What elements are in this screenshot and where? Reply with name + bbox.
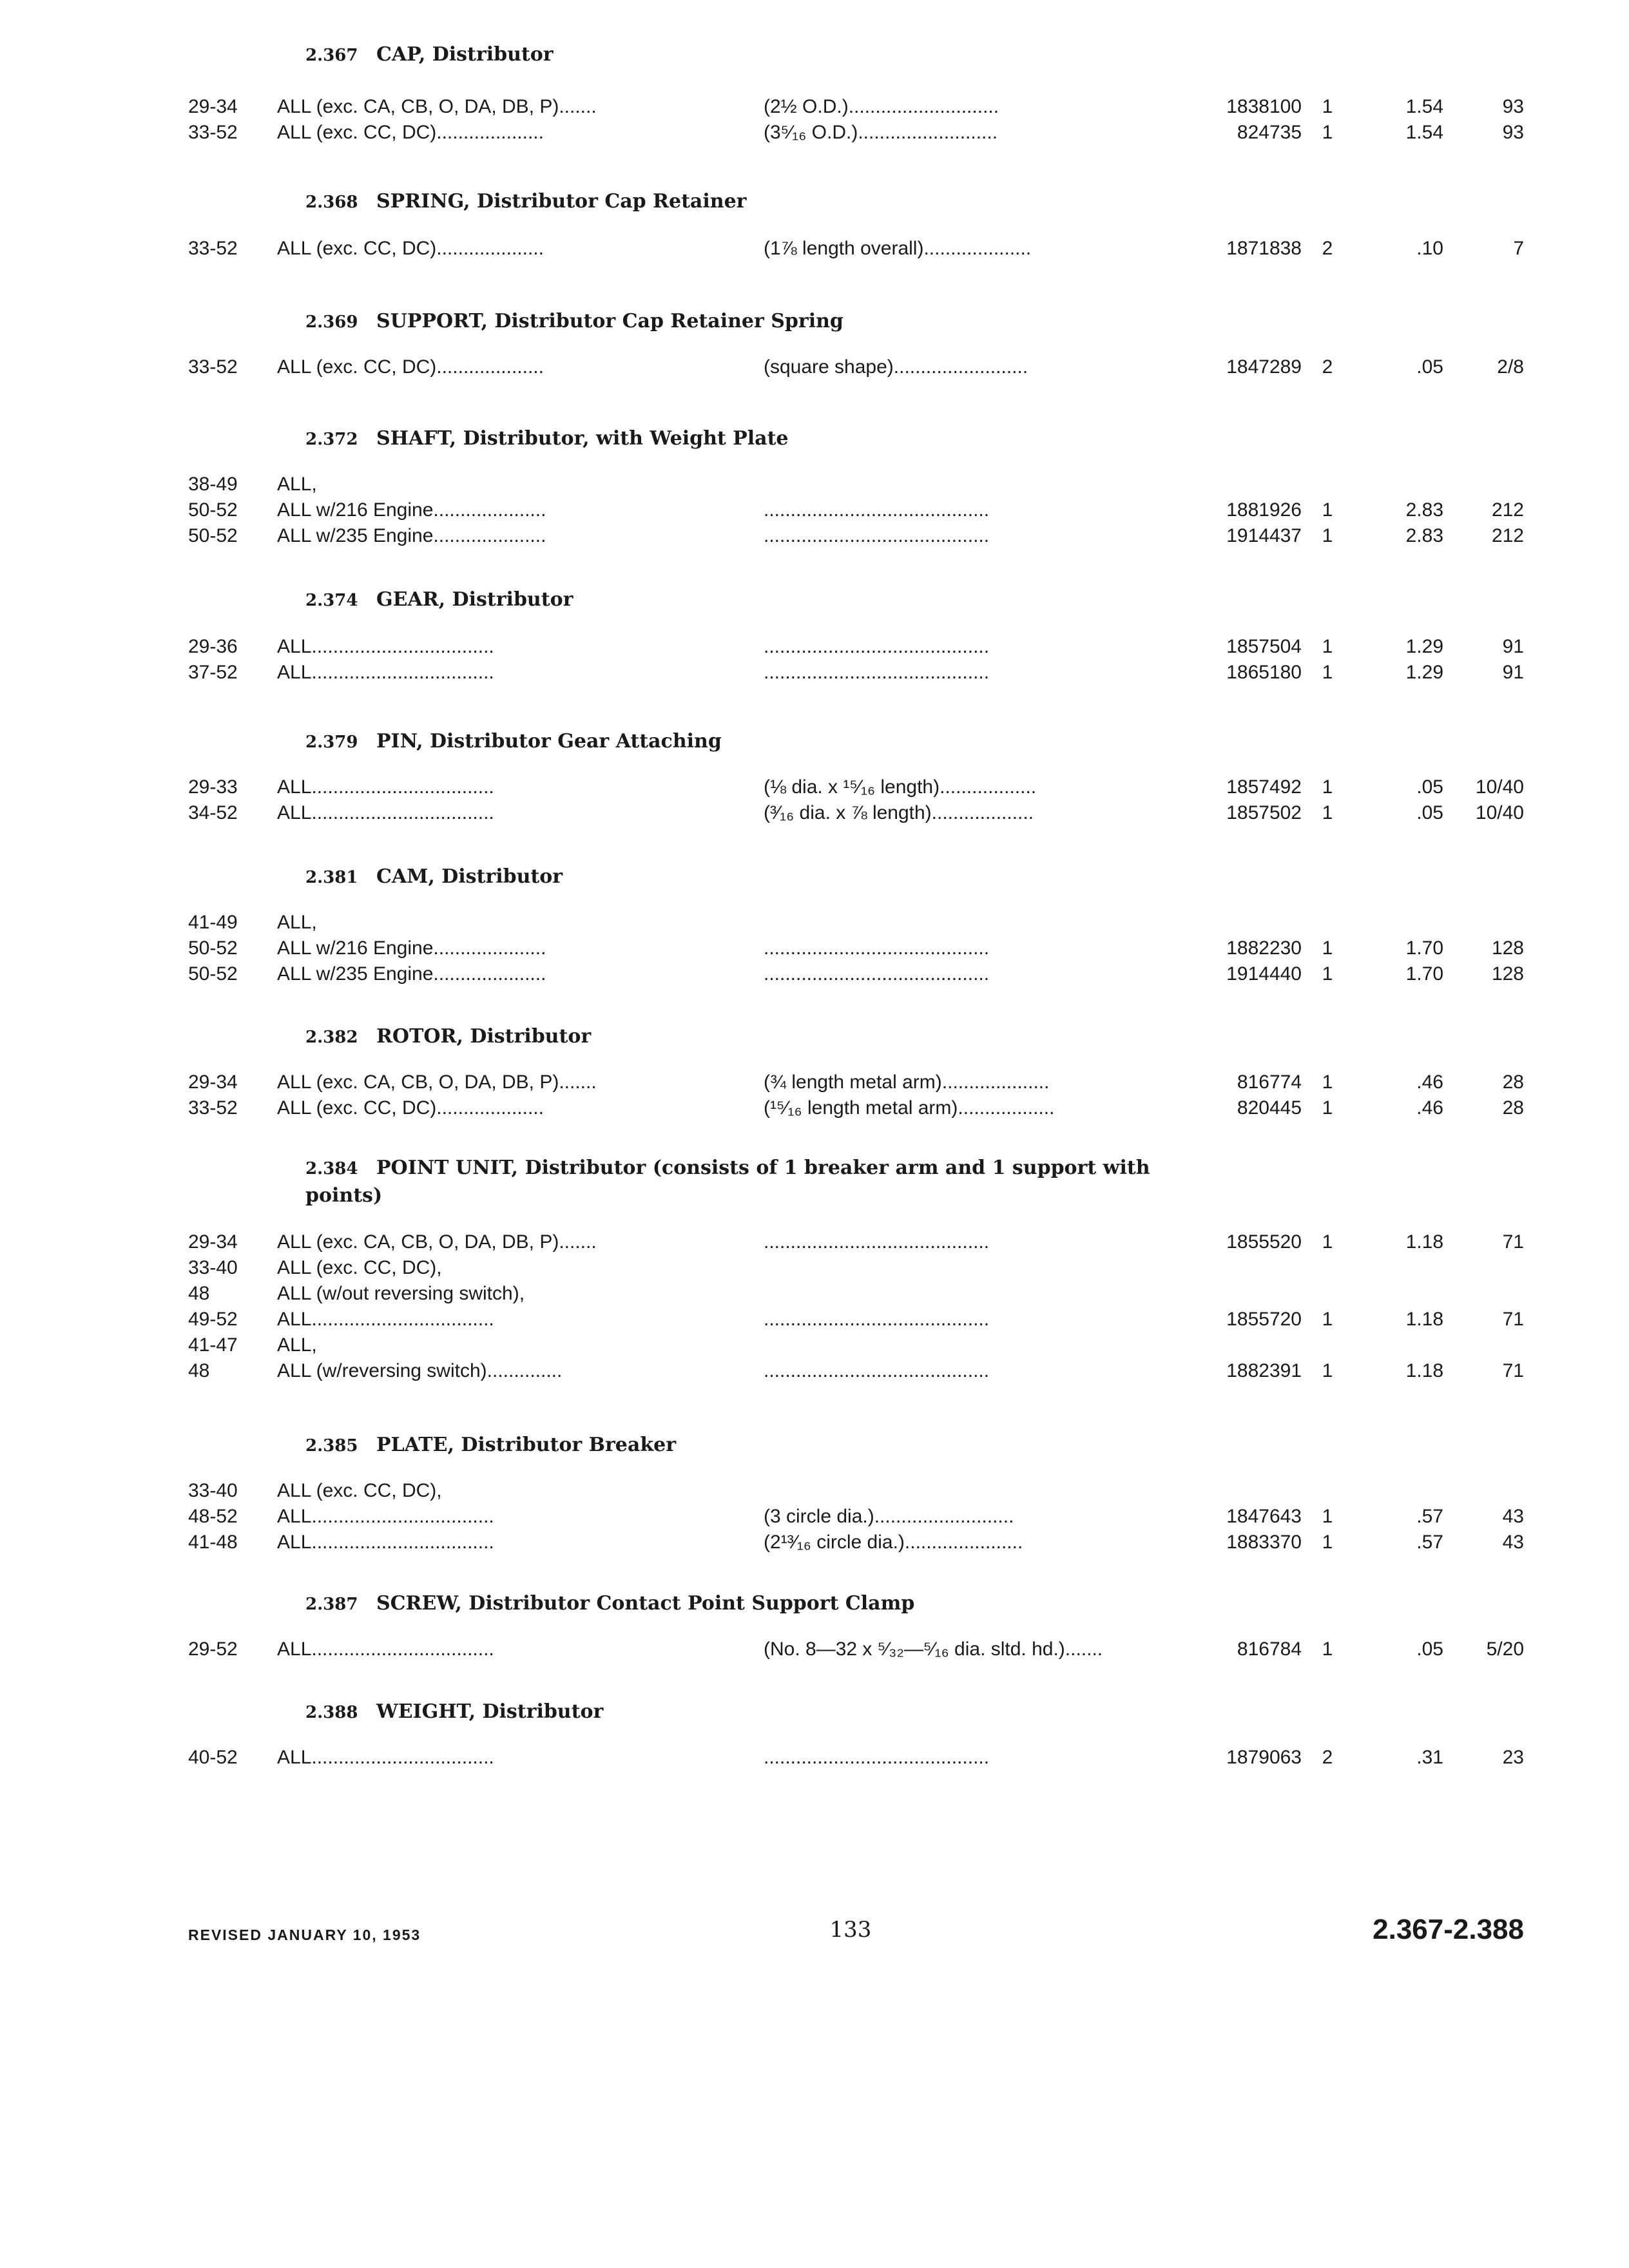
- quantity: 1: [1322, 499, 1333, 521]
- part-specification: ..........................................: [764, 1360, 990, 1381]
- part-specification: (⅛ dia. x ¹⁵⁄₁₆ length)..................: [764, 776, 1037, 798]
- quantity: 1: [1322, 963, 1333, 985]
- model-years: 37-52: [188, 662, 238, 683]
- applicable-models: ALL (exc. CC, DC)....................: [277, 122, 544, 143]
- catalog-group: 71: [1502, 1360, 1524, 1381]
- section-number: 2.374: [305, 591, 358, 610]
- part-specification: (1⅞ length overall)....................: [764, 238, 1032, 259]
- part-specification: (3⁵⁄₁₆ O.D.)..........................: [764, 122, 998, 143]
- list-price: 1.29: [1405, 636, 1443, 657]
- parts-row: [0, 497, 1629, 523]
- part-number: 1857492: [1226, 776, 1302, 798]
- quantity: 1: [1322, 937, 1333, 959]
- quantity: 1: [1322, 636, 1333, 657]
- part-number: 1882230: [1226, 937, 1302, 959]
- quantity: 1: [1322, 662, 1333, 683]
- part-specification: (3 circle dia.)..........................: [764, 1506, 1014, 1527]
- model-years: 29-34: [188, 1072, 238, 1093]
- applicable-models: ALL w/235 Engine.....................: [277, 525, 546, 546]
- parts-row: [0, 1332, 1629, 1358]
- part-number: 1879063: [1226, 1747, 1302, 1768]
- part-number: 1871838: [1226, 238, 1302, 259]
- quantity: 1: [1322, 1360, 1333, 1381]
- parts-row: [0, 936, 1629, 961]
- model-years: 33-52: [188, 122, 238, 143]
- model-years: 29-34: [188, 96, 238, 117]
- catalog-group: 212: [1491, 499, 1524, 521]
- model-years: 29-33: [188, 776, 238, 798]
- list-price: .10: [1416, 238, 1443, 259]
- section-heading: [305, 1023, 1220, 1051]
- section-number: 2.382: [305, 1028, 358, 1047]
- part-specification: (2½ O.D.)............................: [764, 96, 999, 117]
- parts-row: [0, 1281, 1629, 1307]
- section-heading: [305, 1590, 1220, 1618]
- applicable-models: ALL w/235 Engine.....................: [277, 963, 546, 985]
- quantity: 2: [1322, 1747, 1333, 1768]
- parts-row: [0, 472, 1629, 497]
- list-price: .57: [1416, 1506, 1443, 1527]
- catalog-group: 5/20: [1486, 1639, 1524, 1660]
- quantity: 2: [1322, 238, 1333, 259]
- catalog-group: 10/40: [1475, 802, 1524, 823]
- quantity: 1: [1322, 1309, 1333, 1330]
- part-specification: ..........................................: [764, 937, 990, 959]
- part-number: 1914440: [1226, 963, 1302, 985]
- applicable-models: ALL (exc. CC, DC),: [277, 1480, 442, 1501]
- parts-row: [0, 1358, 1629, 1384]
- parts-row: [0, 1229, 1629, 1255]
- parts-row: [0, 120, 1629, 146]
- parts-row: [0, 1745, 1629, 1771]
- part-number: 1857504: [1226, 636, 1302, 657]
- list-price: .57: [1416, 1532, 1443, 1553]
- section-number: 2.387: [305, 1595, 358, 1614]
- part-number: 816774: [1237, 1072, 1302, 1093]
- catalog-group: 91: [1502, 636, 1524, 657]
- quantity: 1: [1322, 1097, 1333, 1119]
- part-number: 1882391: [1226, 1360, 1302, 1381]
- section-number: 2.381: [305, 868, 358, 887]
- applicable-models: ALL,: [277, 1334, 317, 1356]
- parts-row: [0, 1504, 1629, 1530]
- parts-row: [0, 660, 1629, 686]
- catalog-group: 91: [1502, 662, 1524, 683]
- applicable-models: ALL (exc. CC, DC),: [277, 1257, 442, 1278]
- list-price: .05: [1416, 802, 1443, 823]
- list-price: 1.70: [1405, 963, 1443, 985]
- section-title: CAM, Distributor: [376, 865, 563, 888]
- catalog-group: 43: [1502, 1506, 1524, 1527]
- applicable-models: ALL..................................: [277, 662, 494, 683]
- model-years: 50-52: [188, 937, 238, 959]
- applicable-models: ALL..................................: [277, 1639, 494, 1660]
- section-title: GEAR, Distributor: [376, 588, 574, 611]
- applicable-models: ALL (w/out reversing switch),: [277, 1283, 525, 1304]
- section-number: 2.379: [305, 733, 358, 752]
- section-title: SHAFT, Distributor, with Weight Plate: [376, 427, 789, 450]
- quantity: 1: [1322, 1506, 1333, 1527]
- model-years: 41-49: [188, 912, 238, 933]
- model-years: 38-49: [188, 474, 238, 495]
- applicable-models: ALL..................................: [277, 802, 494, 823]
- applicable-models: ALL (exc. CC, DC)....................: [277, 1097, 544, 1119]
- list-price: 1.29: [1405, 662, 1443, 683]
- section-heading: [305, 1698, 1220, 1726]
- applicable-models: ALL..................................: [277, 1532, 494, 1553]
- part-number: 820445: [1237, 1097, 1302, 1119]
- part-number: 816784: [1237, 1639, 1302, 1660]
- model-years: 48-52: [188, 1506, 238, 1527]
- catalog-group: 23: [1502, 1747, 1524, 1768]
- catalog-group: 2/8: [1497, 356, 1524, 378]
- parts-row: [0, 634, 1629, 660]
- model-years: 41-48: [188, 1532, 238, 1553]
- quantity: 1: [1322, 122, 1333, 143]
- model-years: 41-47: [188, 1334, 238, 1356]
- part-number: 1855720: [1226, 1309, 1302, 1330]
- model-years: 33-40: [188, 1480, 238, 1501]
- model-years: 49-52: [188, 1309, 238, 1330]
- model-years: 48: [188, 1360, 210, 1381]
- applicable-models: ALL..................................: [277, 776, 494, 798]
- part-number: 824735: [1237, 122, 1302, 143]
- section-number: 2.385: [305, 1436, 358, 1456]
- part-number: 1847289: [1226, 356, 1302, 378]
- section-number: 2.384: [305, 1159, 358, 1178]
- applicable-models: ALL..................................: [277, 1506, 494, 1527]
- section-number: 2.368: [305, 193, 358, 212]
- parts-row: [0, 94, 1629, 120]
- applicable-models: ALL w/216 Engine.....................: [277, 937, 546, 959]
- parts-row: [0, 523, 1629, 549]
- quantity: 1: [1322, 96, 1333, 117]
- list-price: .05: [1416, 356, 1443, 378]
- applicable-models: ALL (exc. CA, CB, O, DA, DB, P).......: [277, 1231, 597, 1253]
- section-title: SUPPORT, Distributor Cap Retainer Spring: [376, 310, 843, 332]
- parts-row: [0, 1478, 1629, 1504]
- part-specification: (¾ length metal arm)....................: [764, 1072, 1050, 1093]
- parts-row: [0, 774, 1629, 800]
- catalog-group: 93: [1502, 96, 1524, 117]
- applicable-models: ALL,: [277, 912, 317, 933]
- quantity: 1: [1322, 802, 1333, 823]
- quantity: 1: [1322, 1532, 1333, 1553]
- model-years: 29-34: [188, 1231, 238, 1253]
- part-number: 1865180: [1226, 662, 1302, 683]
- parts-row: [0, 1530, 1629, 1555]
- catalog-group: 10/40: [1475, 776, 1524, 798]
- model-years: 34-52: [188, 802, 238, 823]
- part-specification: (2¹³⁄₁₆ circle dia.)......................: [764, 1532, 1023, 1553]
- applicable-models: ALL (w/reversing switch)..............: [277, 1360, 563, 1381]
- section-title: WEIGHT, Distributor: [376, 1700, 604, 1723]
- part-number: 1881926: [1226, 499, 1302, 521]
- section-title: PIN, Distributor Gear Attaching: [376, 730, 722, 753]
- applicable-models: ALL..................................: [277, 1747, 494, 1768]
- model-years: 33-52: [188, 1097, 238, 1119]
- catalog-group: 93: [1502, 122, 1524, 143]
- part-specification: (¹⁵⁄₁₆ length metal arm)..................: [764, 1097, 1055, 1119]
- part-specification: ..........................................: [764, 1309, 990, 1330]
- part-number: 1857502: [1226, 802, 1302, 823]
- part-number: 1847643: [1226, 1506, 1302, 1527]
- section-number: 2.372: [305, 430, 358, 449]
- quantity: 1: [1322, 525, 1333, 546]
- part-specification: ..........................................: [764, 499, 990, 521]
- model-years: 33-40: [188, 1257, 238, 1278]
- part-specification: ..........................................: [764, 1231, 990, 1253]
- section-heading: [305, 728, 1220, 756]
- part-number: 1883370: [1226, 1532, 1302, 1553]
- model-years: 29-52: [188, 1639, 238, 1660]
- list-price: 2.83: [1405, 499, 1443, 521]
- part-number: 1838100: [1226, 96, 1302, 117]
- model-years: 50-52: [188, 525, 238, 546]
- part-number: 1914437: [1226, 525, 1302, 546]
- applicable-models: ALL..................................: [277, 636, 494, 657]
- quantity: 1: [1322, 1231, 1333, 1253]
- section-heading: [305, 586, 1220, 614]
- catalog-group: 28: [1502, 1097, 1524, 1119]
- parts-row: [0, 1070, 1629, 1095]
- part-specification: ..........................................: [764, 963, 990, 985]
- section-title: POINT UNIT, Distributor (consists of 1 breaker arm and 1 support with points): [305, 1157, 1150, 1207]
- catalog-group: 128: [1491, 937, 1524, 959]
- list-price: .46: [1416, 1072, 1443, 1093]
- section-number: 2.367: [305, 46, 358, 65]
- applicable-models: ALL w/216 Engine.....................: [277, 499, 546, 521]
- revision-date: REVISED JANUARY 10, 1953: [188, 1927, 421, 1943]
- section-title: CAP, Distributor: [376, 43, 554, 66]
- section-range: 2.367-2.388: [1373, 1914, 1524, 1945]
- list-price: .05: [1416, 1639, 1443, 1660]
- section-title: SPRING, Distributor Cap Retainer: [376, 190, 747, 213]
- quantity: 1: [1322, 1072, 1333, 1093]
- catalog-group: 71: [1502, 1231, 1524, 1253]
- part-specification: ..........................................: [764, 525, 990, 546]
- list-price: 2.83: [1405, 525, 1443, 546]
- applicable-models: ALL,: [277, 474, 317, 495]
- part-number: 1855520: [1226, 1231, 1302, 1253]
- catalog-group: 7: [1513, 238, 1524, 259]
- section-heading: [305, 1432, 1220, 1459]
- catalog-group: 28: [1502, 1072, 1524, 1093]
- section-heading: [305, 188, 1220, 216]
- section-title: SCREW, Distributor Contact Point Support Clamp: [376, 1592, 915, 1615]
- parts-row: [0, 236, 1629, 262]
- list-price: .31: [1416, 1747, 1443, 1768]
- list-price: .46: [1416, 1097, 1443, 1119]
- section-heading: [305, 1155, 1220, 1209]
- part-specification: (No. 8—32 x ⁵⁄₃₂—⁵⁄₁₆ dia. sltd. hd.).......: [764, 1639, 1103, 1660]
- parts-row: [0, 1637, 1629, 1662]
- parts-row: [0, 961, 1629, 987]
- parts-row: [0, 1307, 1629, 1332]
- quantity: 1: [1322, 776, 1333, 798]
- quantity: 2: [1322, 356, 1333, 378]
- applicable-models: ALL (exc. CA, CB, O, DA, DB, P).......: [277, 96, 597, 117]
- model-years: 40-52: [188, 1747, 238, 1768]
- page-number: 133: [829, 1917, 872, 1943]
- model-years: 29-36: [188, 636, 238, 657]
- parts-row: [0, 910, 1629, 936]
- applicable-models: ALL (exc. CA, CB, O, DA, DB, P).......: [277, 1072, 597, 1093]
- list-price: 1.70: [1405, 937, 1443, 959]
- parts-row: [0, 1095, 1629, 1121]
- parts-row: [0, 354, 1629, 380]
- parts-row: [0, 800, 1629, 826]
- list-price: 1.18: [1405, 1360, 1443, 1381]
- list-price: 1.18: [1405, 1231, 1443, 1253]
- parts-row: [0, 1255, 1629, 1281]
- section-heading: [305, 308, 1220, 336]
- applicable-models: ALL (exc. CC, DC)....................: [277, 238, 544, 259]
- part-specification: (³⁄₁₆ dia. x ⅞ length)...................: [764, 802, 1034, 823]
- section-number: 2.388: [305, 1703, 358, 1722]
- catalog-group: 71: [1502, 1309, 1524, 1330]
- applicable-models: ALL (exc. CC, DC)....................: [277, 356, 544, 378]
- catalog-group: 212: [1491, 525, 1524, 546]
- section-heading: [305, 41, 1220, 69]
- model-years: 48: [188, 1283, 210, 1304]
- section-title: ROTOR, Distributor: [376, 1025, 592, 1048]
- quantity: 1: [1322, 1639, 1333, 1660]
- section-heading: [305, 863, 1220, 891]
- catalog-group: 43: [1502, 1532, 1524, 1553]
- list-price: .05: [1416, 776, 1443, 798]
- part-specification: (square shape).........................: [764, 356, 1028, 378]
- catalog-group: 128: [1491, 963, 1524, 985]
- part-specification: ..........................................: [764, 636, 990, 657]
- model-years: 33-52: [188, 356, 238, 378]
- section-title: PLATE, Distributor Breaker: [376, 1434, 676, 1456]
- model-years: 50-52: [188, 499, 238, 521]
- part-specification: ..........................................: [764, 662, 990, 683]
- model-years: 33-52: [188, 238, 238, 259]
- list-price: 1.18: [1405, 1309, 1443, 1330]
- model-years: 50-52: [188, 963, 238, 985]
- applicable-models: ALL..................................: [277, 1309, 494, 1330]
- section-number: 2.369: [305, 312, 358, 332]
- part-specification: ..........................................: [764, 1747, 990, 1768]
- section-heading: [305, 425, 1220, 453]
- list-price: 1.54: [1405, 122, 1443, 143]
- list-price: 1.54: [1405, 96, 1443, 117]
